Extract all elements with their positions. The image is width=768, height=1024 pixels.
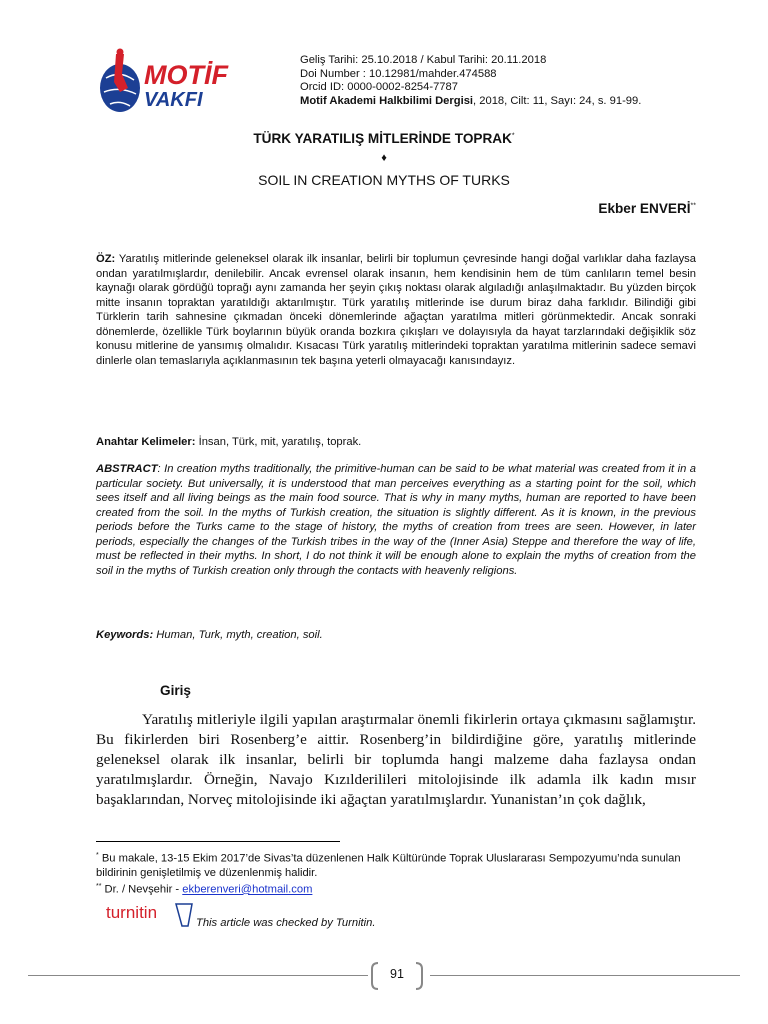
body-paragraph: Yaratılış mitleriyle ilgili yapılan araştırmalar önemli fikirlerin ortaya çıkmasını sağlamıştır. Bu fikirlerden biri Rosenberg’e aittir. Rosenberg’in bildirdiğine göre, yaratılış mitlerinde geleneksel olarak ilk insanlar, belirli bir toplumda hangi malzeme daha fazlaysa ondan yaratılmışlardır. Örneğin, Navajo Kızılderilileri mitolojisinde ilk adamla ilk kadın mısır başaklarından, Norveç mitolojisinde iki ağaçtan yaratılmışlardır. Yunanistan’ın çok dağlık,: [96, 711, 696, 808]
footnote-1: * Bu makale, 13-15 Ekim 2017’de Sivas’ta düzenlenen Halk Kültüründe Toprak Uluslararası Sempozyumu’nda sunulan bildirinin genişletilmiş ve düzenlenmiş halidir.: [96, 852, 681, 879]
title-turkish: TÜRK YARATILIŞ MİTLERİNDE TOPRAK*: [253, 131, 515, 146]
article-meta: [300, 54, 641, 108]
author-email-link[interactable]: ekberenveri@hotmail.com: [182, 883, 313, 896]
keywords-turkish: Anahtar Kelimeler: İnsan, Türk, mit, yaratılış, toprak.: [96, 436, 362, 448]
abstract-turkish: ÖZ: Yaratılış mitlerinde geleneksel olarak ilk insanlar, belirli bir toplumun çevresinde hangi doğal varlıklar daha fazlaysa ondan yaratılmışlardır, denilebilir. Ancak evrensel olarak insanın, hem kendisinin hem de tüm canlıların temel besin kaynağı olarak gördüğü toprağı aynı zamanda her şeyin çıkış noktası olarak algıladığı anlaşılmaktadır. Bu yüzden birçok mitte insanın topraktan yaratıldığı aktarılmıştır. Türk yaratılış mitlerinde ise durum biraz daha farklıdır. Bilindiği gibi Türklerin tarih sahnesine çıkmadan önceki dönemlerinde ağaçtan yaratılma mitleri görünmektedir. Ancak sonraki dönemlerde, özellikle Türk boylarının büyük oranda bozkıra çıkışları ve dolayısıyla da hayat tarzlarındaki değişiklik söz konusu mitlerine de yansımış olmalıdır. Kısacası Türk yaratılış mitlerindeki topraktan yaratılma mitlerinin sadece semavi dinlerle olan temaslarıyla açıklanmasının tek başına yeterli olmayacağı kanısındayız.: [96, 253, 696, 367]
logo-name-vakfi: VAKFI: [144, 89, 203, 111]
turnitin-logo: [106, 898, 196, 930]
footnote-2: ** Dr. / Nevşehir - ekberenveri@hotmail.com: [96, 883, 313, 896]
meta-orcid: Orcid ID: 0000-0002-8254-7787: [300, 81, 458, 94]
keywords-english: Keywords: Human, Turk, myth, creation, soil.: [96, 629, 323, 641]
title-english: SOIL IN CREATION MYTHS OF TURKS: [258, 172, 510, 188]
diamond-icon: ♦: [381, 152, 387, 164]
section-heading-giris: Giriş: [160, 683, 191, 698]
logo-name-motif: MOTİF: [144, 60, 228, 90]
turnitin-mark-icon: [176, 904, 192, 926]
motif-vakfi-logo: [98, 48, 260, 120]
page-number: 91: [390, 967, 404, 981]
footer-rule-right: [430, 975, 740, 976]
footer-rule-left: [28, 975, 368, 976]
meta-dates: Geliş Tarihi: 25.10.2018 / Kabul Tarihi: 20.11.2018: [300, 54, 547, 66]
abstract-english: ABSTRACT: In creation myths traditionally, the primitive-human can be said to be what material was created from it in a particular society. But universally, it is understood that man perceives everything as a starting point for the soil, which sees itself and all living beings as the main food source. That is why in many myths, human are reported to have been created from the soil. In the myths of Turkish creation, the situation is slightly different. As it is known, in the previous periods before the Turks came to the stage of history, the myths of creation from trees are seen. However, in later periods, especially the changes of the Turkish tribes in the way of the (Inner Asia) Steppe and therefore the way of life, must be reflected in their myths. In short, I do not think it will be enough alone to explain the myths of creation from the soil in the myths of Turkish creation only through the contacts with heavenly religions.: [96, 463, 696, 577]
turnitin-note: This article was checked by Turnitin.: [196, 917, 376, 929]
author-name: Ekber ENVERİ**: [598, 201, 696, 216]
footnote-divider: [96, 841, 340, 842]
meta-journal: Motif Akademi Halkbilimi Dergisi, 2018, Cilt: 11, Sayı: 24, s. 91-99.: [300, 94, 642, 107]
svg-text:turnitin: turnitin: [106, 903, 158, 922]
meta-doi: Doi Number : 10.12981/mahder.474588: [300, 67, 497, 80]
